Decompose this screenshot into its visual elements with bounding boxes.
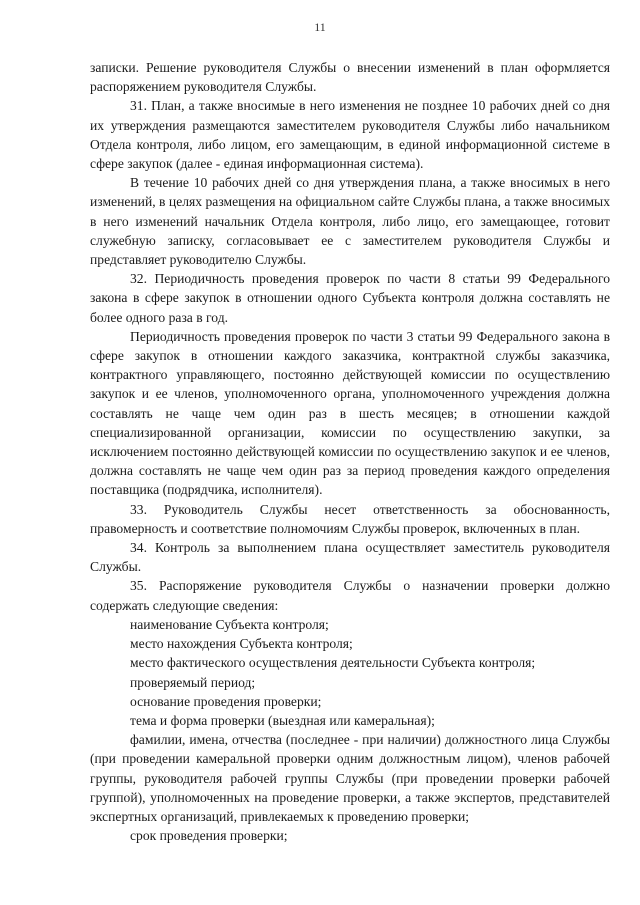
list-item-multiline: фамилии, имена, отчества (последнее - при наличии) должностного лица Службы (при проведении камеральной проверки одним должностным лицом), членов рабочей группы, руководителя рабочей группы Службы (при проведении проверки рабочей группой), уполномоченных на проведение проверки, а также экспертов, представителей экспертных организаций, привлекаемых к проведению проверки; — [90, 732, 610, 824]
page-number: 11 — [314, 20, 326, 34]
list-item: срок проведения проверки; — [130, 828, 288, 844]
paragraph-32-second: Периодичность проведения проверок по части 3 статьи 99 Федерального закона в сфере закупок в отношении каждого заказчика, контрактной службы заказчика, контрактного управляющего, постоянно действующей комиссии по осуществлению закупок и ее членов, уполномоченного органа, уполномоченного учреждения должна составлять не чаще чем один раз в шесть месяцев; в отношении каждой специализированной организации, комиссии по осуществлению закупки, за исключением постоянно действующей комиссии по осуществлению закупок и ее членов, должна составлять не чаще чем один раз за период проведения каждого определения поставщика (подрядчика, исполнителя). — [90, 328, 610, 498]
paragraph-34: 34. Контроль за выполнением плана осуществляет заместитель руководителя Службы. — [90, 540, 610, 575]
document-body — [90, 58, 610, 845]
list-item: место нахождения Субъекта контроля; — [130, 636, 353, 652]
list-item: место фактического осуществления деятельности Субъекта контроля; — [130, 655, 536, 671]
list-item: проверяемый период; — [130, 674, 256, 690]
paragraph-35: 35. Распоряжение руководителя Службы о назначении проверки должно содержать следующие сведения: — [90, 578, 610, 613]
paragraph-31-second: В течение 10 рабочих дней со дня утверждения плана, а также вносимых в него изменений, в целях размещения на официальном сайте Службы плана, а также вносимых в него изменений начальник Отдела контроля, либо лицо, его замещающее, готовит служебную записку, согласовывает ее с заместителем руководителя Службы и представляет руководителю Службы. — [90, 175, 610, 268]
list-item: основание проведения проверки; — [130, 693, 322, 709]
list-item: наименование Субъекта контроля; — [130, 616, 329, 632]
paragraph-continuation: записки. Решение руководителя Службы о внесении изменений в план оформляется распоряжением руководителя Службы. — [90, 60, 610, 95]
paragraph-32: 32. Периодичность проведения проверок по части 8 статьи 99 Федерального закона в сфере закупок в отношении одного Субъекта контроля должна составлять не более одного раза в год. — [90, 271, 610, 325]
paragraph-33: 33. Руководитель Службы несет ответственность за обоснованность, правомерность и соответствие полномочиям Службы проверок, включенных в план. — [90, 501, 610, 536]
list-item: тема и форма проверки (выездная или камеральная); — [130, 712, 435, 728]
paragraph-31: 31. План, а также вносимые в него изменения не позднее 10 рабочих дней со дня их утверждения размещаются заместителем руководителя Службы либо начальником Отдела контроля, либо лицом, его замещающим, в единой информационной системе в сфере закупок (далее - единая информационная система). — [90, 98, 610, 172]
